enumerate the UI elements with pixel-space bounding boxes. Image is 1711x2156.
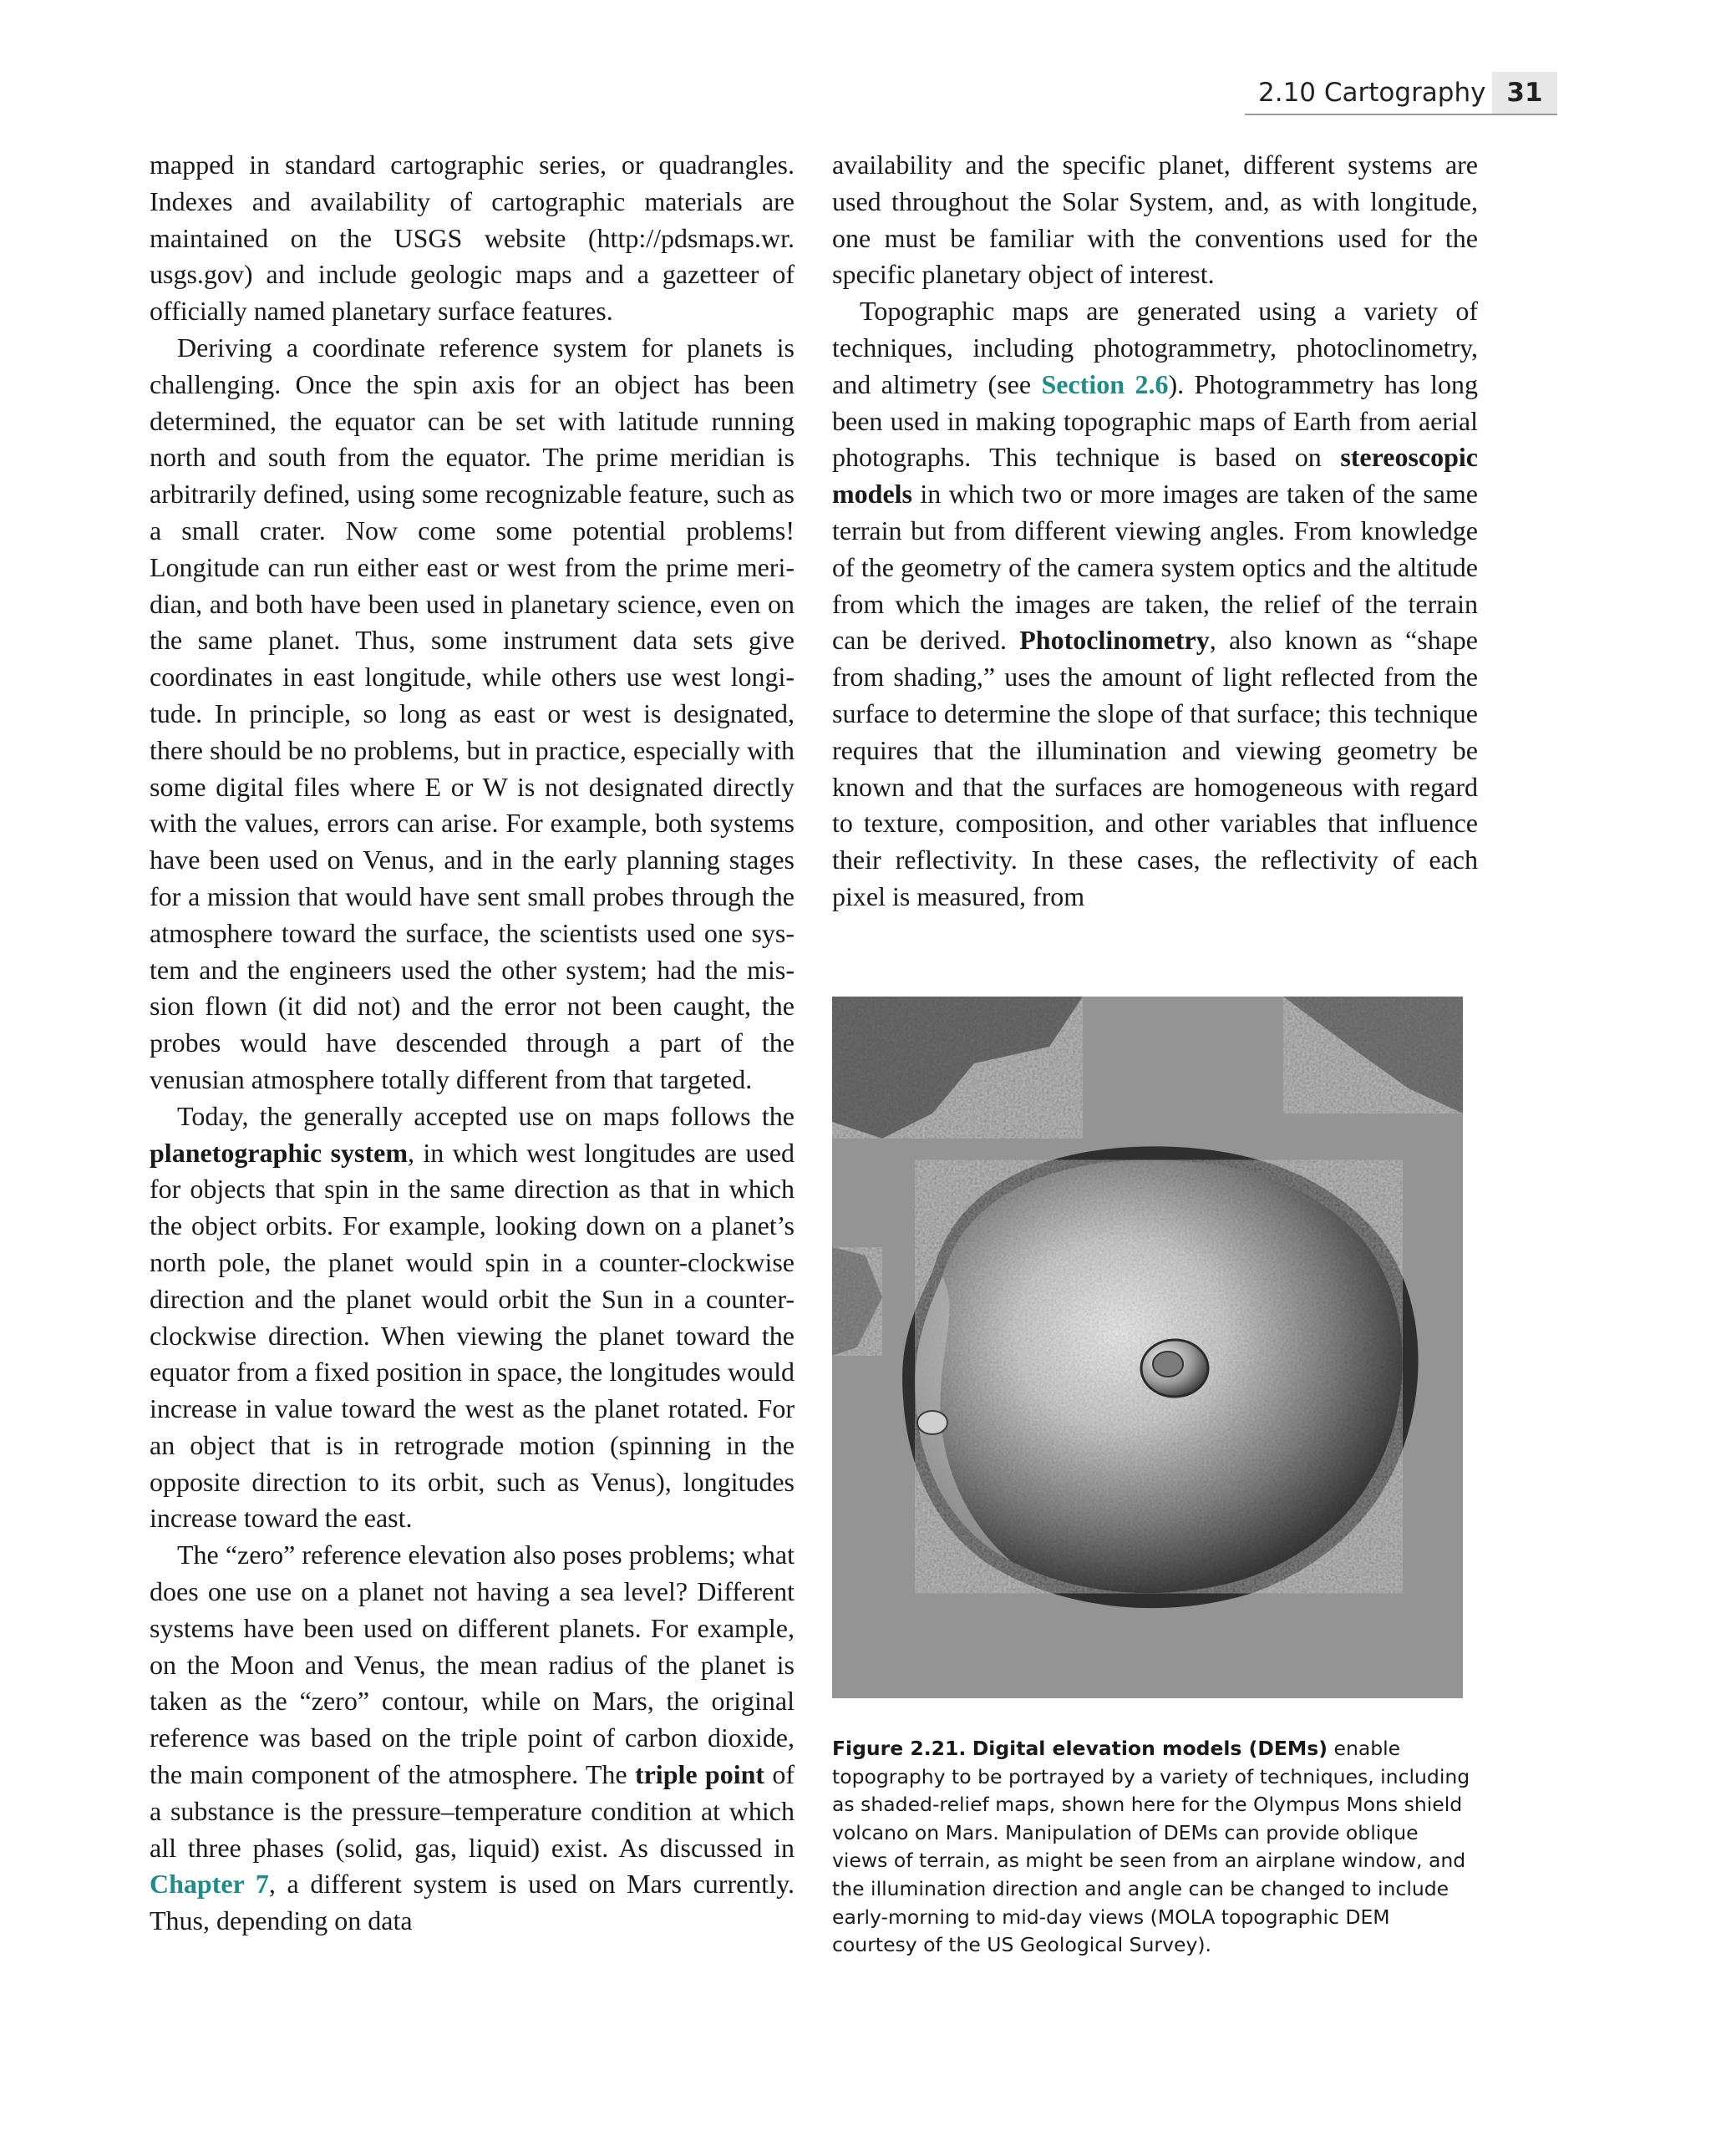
text-run: , also known as “shape from shading,” uses the amount of light reflected from the surface to determine the slope of that surface; this technique requires that the illumination and viewing geometry be known and that the surfaces are homogeneous with regard to texture, composition, and other variables that influence their reflectivity. In these cases, the reflectivity of each pixel is measured, from bbox=[832, 625, 1479, 911]
text-run: The “zero” reference elevation also poses problems; what does one use on a planet not having a sea level? Different systems have been used on different planets. For example, on the Moon and Venus, the mean radius of the planet is taken as the “zero” contour, while on Mars, the original reference was based on the triple point of carbon dioxide, the main component of the atmosphere. The bbox=[150, 1540, 795, 1790]
text-run: ). Photogrammetry has long been used in making topographic maps of Earth from aerial photographs. This technique is based on bbox=[832, 368, 1479, 473]
page-number: 31 bbox=[1492, 72, 1557, 114]
paragraph-left-4 bbox=[150, 1537, 795, 1940]
figure-caption-text: enable topography to be portrayed by a variety of techniques, including as shaded-relief maps, shown here for the Olympus Mons shield volcano on Mars. Manipulation of DEMs can provide oblique views of terrain, as might be seen from an airplane window, and the illumination direction and angle can be changed to include early-morning to mid-day views (MOLA topographic DEM courtesy of the US Geological Survey). bbox=[832, 1737, 1470, 1957]
figure-olympus-mons-image bbox=[832, 997, 1463, 1698]
figure-caption bbox=[832, 1735, 1478, 1960]
running-head bbox=[1245, 72, 1557, 115]
term-planetographic-system: planetographic system bbox=[150, 1137, 409, 1168]
text-run: Topographic maps are generated using a variety of techniques, including photogrammetry, photoclinometry, and altimetry (see bbox=[832, 296, 1478, 399]
inner-caldera-pit bbox=[1153, 1352, 1183, 1377]
paragraph-left-2: Deriving a coordinate reference system for planets is challenging. Once the spin axis for an object has been determined, the equator can be set with latitude running north and south from the equator. The prime meridian is arbitrarily defined, using some recognizable feature, such as a small crater. Now come some potential problems! Longitude can run either east or west from the prime meridian, and both have been used in planetary science, even on the same planet. Thus, some instrument data sets give coordinates in east longitude, while others use west longitude. In principle, so long as east or west is designated, there should be no problems, but in practice, especially with some digital files where E or W is not designated directly with the values, errors can arise. For example, both systems have been used on Venus, and in the early planning stages for a mission that would have sent small probes through the atmosphere toward the surface, the scientists used one system and the engineers used the other system; had the mission flown (it did not) and the error not been caught, the probes would have descended through a part of the venusian atmosphere totally different from that targeted. bbox=[150, 332, 795, 1094]
shaded-relief-map bbox=[832, 997, 1463, 1698]
paragraph-left-1: mapped in standard cartographic series, or quadrangles. Indexes and availability of cartographic materials are maintained on the USGS website (http://pdsmaps.wr.​usgs.gov) and include geologic maps and a gazetteer of officially named planetary surface features. bbox=[150, 150, 795, 327]
running-head-rule bbox=[1245, 114, 1557, 115]
term-photoclinometry: Photoclinometry bbox=[1019, 625, 1210, 656]
link-section-2-6[interactable]: Section 2.6 bbox=[1041, 368, 1169, 399]
paragraph-right-2 bbox=[832, 293, 1478, 916]
paragraph-right-1: availability and the specific planet, different systems are used throughout the Solar System, and, as with longitude, one must be familiar with the conventions used for the specific planetary object of interest. bbox=[832, 150, 1478, 290]
link-chapter-7[interactable]: Chapter 7 bbox=[150, 1869, 269, 1900]
figure-label: Figure 2.21. bbox=[832, 1737, 967, 1760]
term-stereoscopic-models: stereoscopic models bbox=[832, 442, 1478, 510]
right-column bbox=[832, 147, 1478, 916]
term-triple-point: triple point bbox=[634, 1759, 765, 1790]
left-column bbox=[150, 147, 795, 1940]
flank-crater bbox=[917, 1411, 947, 1434]
text-run: of a substance is the pressure–temperature condition at which all three phases (solid, gas, liquid) exist. As discussed in bbox=[150, 1759, 795, 1863]
text-run: , a different system is used on Mars currently. Thus, depending on data bbox=[150, 1869, 795, 1936]
text-run: in which two or more images are taken of the same terrain but from different viewing angles. From knowledge of the geometry of the camera system optics and the altitude from which the images are taken, the relief of the terrain can be derived. bbox=[832, 479, 1478, 656]
text-run: Today, the generally accepted use on maps follows the bbox=[177, 1100, 795, 1131]
paragraph-left-3 bbox=[150, 1098, 795, 1538]
figure-title: Digital elevation models (DEMs) bbox=[972, 1737, 1328, 1760]
running-head-section: 2.10 Cartography bbox=[1258, 78, 1486, 108]
text-run: , in which west longitudes are used for objects that spin in the same direction as that in which the object orbits. For example, looking down on a planet’s north pole, the planet would spin in a counter-clockwise direction and the planet would orbit the Sun in a counter-clockwise direction. When viewing the planet toward the equator from a fixed position in space, the longitudes would increase in value toward the west as the planet rotated. For an object that is in retrograde motion (spinning in the opposite direction to its orbit, such as Venus), longitudes increase toward the east. bbox=[150, 1137, 795, 1534]
